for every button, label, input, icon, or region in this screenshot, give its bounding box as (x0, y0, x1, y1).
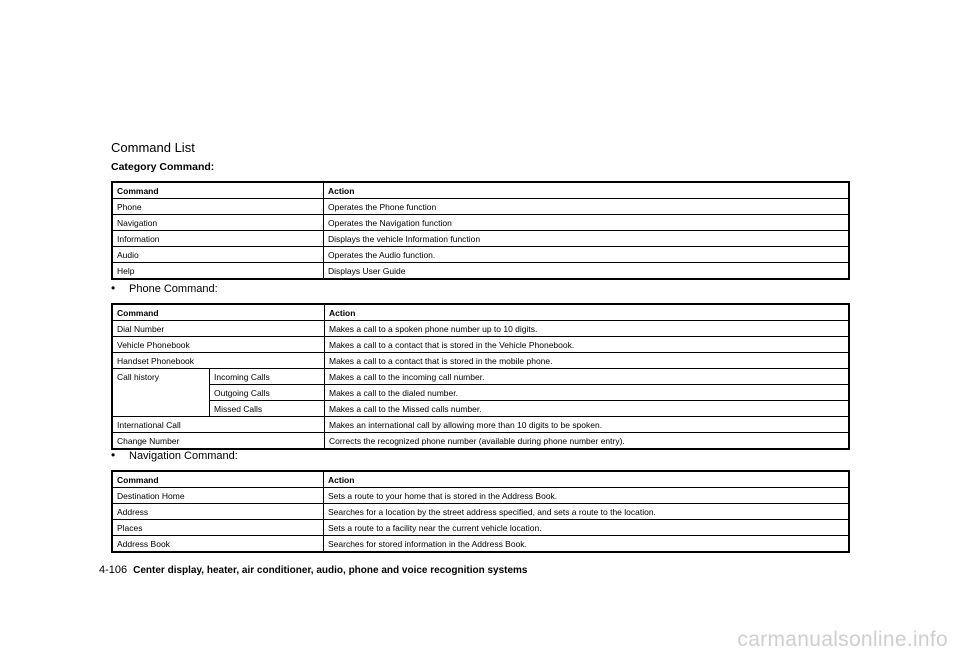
section-title: Center display, heater, air conditioner, audio, phone and voice recognition systems (133, 565, 528, 576)
bullet-icon: • (111, 281, 116, 295)
command-cell: Dial Number (112, 321, 325, 337)
command-cell: Vehicle Phonebook (112, 337, 325, 353)
bullet-icon: • (111, 448, 116, 462)
table-row (112, 337, 849, 353)
phone-command-table (111, 303, 850, 450)
action-cell: Makes a call to the dialed number. (325, 385, 850, 401)
action-cell: Searches for a location by the street address specified, and sets a route to the location. (324, 504, 850, 520)
table-row (112, 353, 849, 369)
command-cell: Audio (112, 247, 324, 263)
command-cell: Change Number (112, 433, 325, 450)
command-cell: Address (112, 504, 324, 520)
command-subcell: Incoming Calls (210, 369, 325, 385)
watermark: carmanualsonline.info (737, 628, 948, 651)
header-action: Action (324, 471, 850, 488)
page-number: 4-106 (99, 564, 128, 576)
header-action: Action (325, 304, 850, 321)
command-cell: Navigation (112, 215, 324, 231)
header-action: Action (324, 182, 850, 199)
command-cell: Places (112, 520, 324, 536)
navigation-command-table (111, 470, 850, 553)
navigation-command-heading-text: Navigation Command: (129, 450, 238, 462)
action-cell: Displays User Guide (324, 263, 850, 280)
action-cell: Operates the Navigation function (324, 215, 850, 231)
table-header-row (112, 304, 849, 321)
command-cell: Destination Home (112, 488, 324, 504)
command-cell: Information (112, 231, 324, 247)
page-title: Command List (111, 140, 195, 155)
table-header-row (112, 471, 849, 488)
command-subcell: Missed Calls (210, 401, 325, 417)
command-cell: Address Book (112, 536, 324, 553)
table-row (112, 199, 849, 215)
table-row (112, 504, 849, 520)
action-cell: Makes a call to a spoken phone number up to 10 digits. (325, 321, 850, 337)
navigation-command-heading (111, 448, 238, 464)
category-command-table (111, 181, 850, 280)
action-cell: Makes a call to the Missed calls number. (325, 401, 850, 417)
command-cell: Phone (112, 199, 324, 215)
table-row (112, 401, 849, 417)
action-cell: Makes an international call by allowing more than 10 digits to be spoken. (325, 417, 850, 433)
table-row (112, 263, 849, 280)
header-command: Command (112, 304, 325, 321)
call-history-label: Call history (112, 369, 210, 385)
action-cell: Makes a call to a contact that is stored in the Vehicle Phonebook. (325, 337, 850, 353)
table-row (112, 369, 849, 385)
table-row (112, 520, 849, 536)
action-cell: Searches for stored information in the Address Book. (324, 536, 850, 553)
command-cell: International Call (112, 417, 325, 433)
action-cell: Sets a route to a facility near the current vehicle location. (324, 520, 850, 536)
page-footer (99, 562, 528, 579)
table-row (112, 321, 849, 337)
table-row (112, 433, 849, 450)
table-row (112, 488, 849, 504)
action-cell: Sets a route to your home that is stored in the Address Book. (324, 488, 850, 504)
table-row (112, 385, 849, 401)
header-command: Command (112, 471, 324, 488)
table-row (112, 536, 849, 553)
action-cell: Makes a call to a contact that is stored in the mobile phone. (325, 353, 850, 369)
call-history-spacer (112, 385, 210, 401)
table-row (112, 417, 849, 433)
command-subcell: Outgoing Calls (210, 385, 325, 401)
phone-command-heading (111, 281, 218, 297)
table-header-row (112, 182, 849, 199)
table-row (112, 231, 849, 247)
action-cell: Operates the Audio function. (324, 247, 850, 263)
action-cell: Displays the vehicle Information function (324, 231, 850, 247)
category-command-heading: Category Command: (111, 161, 215, 173)
table-row (112, 215, 849, 231)
call-history-spacer (112, 401, 210, 417)
command-cell: Handset Phonebook (112, 353, 325, 369)
action-cell: Operates the Phone function (324, 199, 850, 215)
table-row (112, 247, 849, 263)
header-command: Command (112, 182, 324, 199)
phone-command-heading-text: Phone Command: (129, 283, 218, 295)
command-cell: Help (112, 263, 324, 280)
action-cell: Corrects the recognized phone number (available during phone number entry). (325, 433, 850, 450)
action-cell: Makes a call to the incoming call number. (325, 369, 850, 385)
